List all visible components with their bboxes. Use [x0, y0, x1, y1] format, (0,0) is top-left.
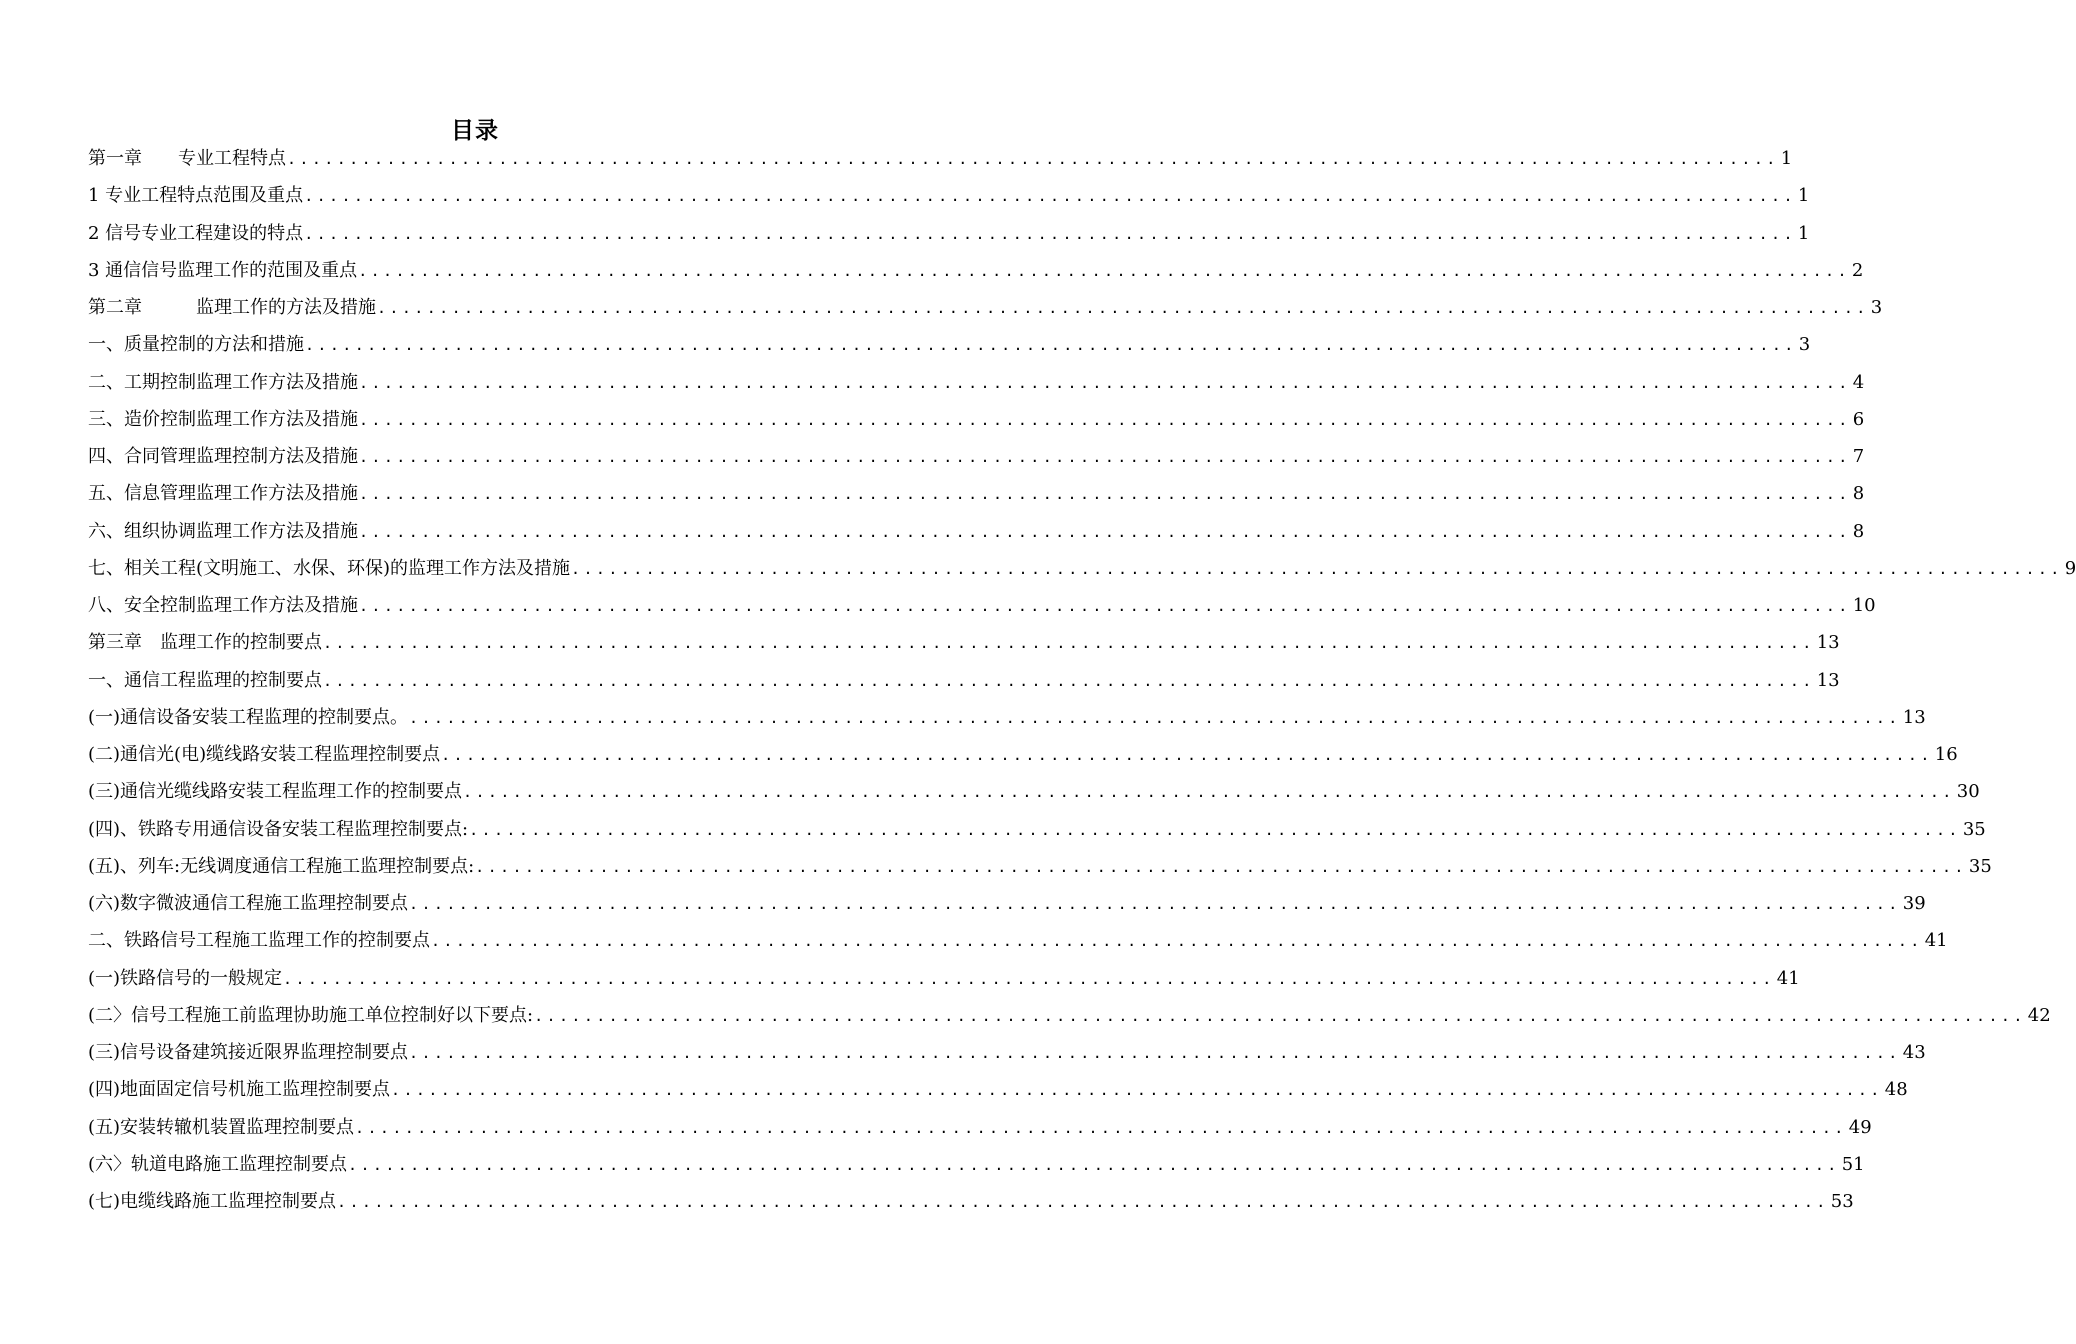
toc-dot-leader: ........................................................................................................................ — [358, 261, 1850, 280]
toc-entry-label: 二、铁路信号工程施工监理工作的控制要点 — [88, 930, 430, 952]
toc-entry[interactable] — [88, 513, 1865, 550]
toc-entry-label: 1 专业工程特点范围及重点 — [88, 185, 304, 207]
toc-dot-leader: ........................................................................................................................ — [304, 224, 1796, 243]
toc-entry-label: 第二章 监理工作的方法及措施 — [88, 297, 376, 318]
toc-entry-label: 八、安全控制监理工作方法及措施 — [88, 595, 358, 616]
toc-entry-page-number: 1 — [1780, 148, 1793, 169]
toc-dot-leader: ........................................................................................................................ — [355, 1118, 1847, 1137]
toc-entry-label: 第一章 专业工程特点 — [88, 148, 286, 169]
toc-entry-label: 一、通信工程监理的控制要点 — [88, 669, 322, 691]
toc-entry[interactable] — [88, 662, 1840, 699]
toc-dot-leader: ........................................................................................................................ — [463, 783, 1955, 802]
toc-entry[interactable] — [88, 811, 1986, 848]
toc-entry-page-number: 30 — [1956, 781, 1980, 803]
toc-dot-leader: ........................................................................................................................ — [409, 708, 1901, 727]
toc-entry[interactable] — [88, 401, 1865, 438]
toc-entry-page-number: 2 — [1851, 259, 1864, 281]
toc-dot-leader: ........................................................................................................................ — [391, 1081, 1883, 1100]
toc-entry[interactable] — [88, 1109, 1872, 1146]
toc-entry-page-number: 1 — [1797, 185, 1810, 207]
toc-entry-page-number: 8 — [1852, 520, 1865, 542]
toc-entry-page-number: 4 — [1852, 371, 1865, 393]
toc-entry-label: 3 通信信号监理工作的范围及重点 — [88, 259, 358, 281]
toc-entry-label: 2 信号专业工程建设的特点 — [88, 222, 304, 244]
toc-entry-page-number: 53 — [1830, 1191, 1854, 1212]
toc-dot-leader: ........................................................................................................................ — [305, 336, 1797, 355]
toc-dot-leader: ........................................................................................................................ — [409, 895, 1901, 913]
toc-entry[interactable] — [88, 140, 1793, 177]
toc-entry-page-number: 16 — [1934, 744, 1958, 765]
toc-entry-label: (四)地面固定信号机施工监理控制要点 — [88, 1079, 391, 1101]
toc-entry[interactable] — [88, 438, 1865, 475]
toc-entry-page-number: 41 — [1924, 930, 1948, 952]
toc-entry-page-number: 9 — [2064, 557, 2076, 579]
toc-entry-label: (六〉轨道电路施工监理控制要点 — [88, 1153, 348, 1175]
toc-entry-label: (七)电缆线路施工监理控制要点 — [88, 1191, 337, 1212]
toc-entry-label: 第三章 监理工作的控制要点 — [88, 632, 322, 654]
toc-entry-label: (五)、列车:无线调度通信工程施工监理控制要点: — [88, 855, 475, 877]
toc-entry-page-number: 6 — [1852, 408, 1865, 430]
toc-entry-label: (三)信号设备建筑接近限界监理控制要点 — [88, 1042, 409, 1063]
toc-entry-label: 一、质量控制的方法和措施 — [88, 334, 304, 356]
toc-entry-label: (一)通信设备安装工程监理的控制要点。 — [88, 706, 409, 728]
toc-entry[interactable] — [88, 773, 1980, 810]
toc-dot-leader: ........................................................................................................................ — [323, 671, 1815, 690]
toc-dot-leader: ........................................................................................................................ — [431, 932, 1923, 951]
toc-dot-leader: ........................................................................................................................ — [283, 969, 1775, 988]
toc-dot-leader: ........................................................................................................................ — [337, 1193, 1829, 1211]
toc-dot-leader: ........................................................................................................................ — [359, 485, 1851, 504]
toc-entry-page-number: 3 — [1870, 297, 1883, 318]
toc-entry-label: (六)数字微波通信工程施工监理控制要点 — [88, 893, 409, 914]
toc-entry[interactable] — [88, 215, 1810, 252]
toc-entry-page-number: 10 — [1852, 595, 1876, 616]
toc-entry-page-number: 49 — [1848, 1116, 1872, 1138]
toc-entry-label: (二)通信光(电)缆线路安装工程监理控制要点 — [88, 744, 441, 765]
toc-dot-leader: ........................................................................................................................ — [534, 1006, 2026, 1025]
toc-entry-label: 四、合同管理监理控制方法及措施 — [88, 446, 358, 467]
toc-entry[interactable] — [88, 848, 1992, 885]
toc-entry-label: 六、组织协调监理工作方法及措施 — [88, 520, 358, 542]
toc-entry[interactable] — [88, 624, 1840, 661]
toc-dot-leader: ........................................................................................................................ — [359, 448, 1851, 466]
toc-dot-leader: ........................................................................................................................ — [287, 150, 1779, 168]
toc-entry-label: (四)、铁路专用通信设备安装工程监理控制要点: — [88, 818, 469, 840]
toc-entry-label: (二〉信号工程施工前监理协助施工单位控制好以下要点: — [88, 1004, 534, 1026]
toc-entry-page-number: 3 — [1798, 334, 1811, 356]
toc-entry[interactable] — [88, 1183, 1854, 1220]
toc-entry[interactable] — [88, 475, 1865, 512]
toc-entry-page-number: 43 — [1902, 1042, 1926, 1063]
toc-entry[interactable] — [88, 364, 1865, 401]
toc-entry[interactable] — [88, 1034, 1926, 1071]
toc-entry[interactable] — [88, 922, 1948, 959]
toc-entry[interactable] — [88, 997, 2051, 1034]
toc-entry[interactable] — [88, 289, 1883, 326]
toc-entry[interactable] — [88, 699, 1926, 736]
toc-entry[interactable] — [88, 736, 1958, 773]
toc-dot-leader: ........................................................................................................................ — [441, 746, 1933, 764]
toc-dot-leader: ........................................................................................................................ — [323, 634, 1815, 653]
toc-entry[interactable] — [88, 326, 1811, 363]
toc-entry[interactable] — [88, 1146, 1865, 1183]
toc-entry-page-number: 51 — [1841, 1153, 1865, 1175]
toc-dot-leader: ........................................................................................................................ — [304, 187, 1796, 206]
toc-entry[interactable] — [88, 550, 2076, 587]
toc-entry-label: 五、信息管理监理工作方法及措施 — [88, 483, 358, 505]
toc-entry-page-number: 13 — [1902, 706, 1926, 728]
page-title: 目录 — [451, 118, 499, 144]
table-of-contents — [88, 140, 2076, 1220]
toc-dot-leader: ........................................................................................................................ — [469, 820, 1961, 839]
toc-dot-leader: ........................................................................................................................ — [409, 1044, 1901, 1062]
toc-entry-page-number: 13 — [1816, 632, 1840, 654]
toc-dot-leader: ........................................................................................................................ — [359, 522, 1851, 541]
toc-entry-page-number: 8 — [1852, 483, 1865, 505]
toc-entry-page-number: 42 — [2027, 1004, 2051, 1026]
toc-dot-leader: ........................................................................................................................ — [475, 857, 1967, 876]
toc-entry-page-number: 1 — [1797, 222, 1810, 244]
toc-dot-leader: ........................................................................................................................ — [359, 373, 1851, 392]
toc-entry[interactable] — [88, 885, 1926, 922]
toc-dot-leader: ........................................................................................................................ — [571, 559, 2063, 578]
toc-dot-leader: ........................................................................................................................ — [359, 410, 1851, 429]
toc-entry[interactable] — [88, 1071, 1908, 1108]
toc-entry-page-number: 35 — [1962, 818, 1986, 840]
toc-entry-label: 七、相关工程(文明施工、水保、环保)的监理工作方法及措施 — [88, 557, 571, 579]
toc-entry[interactable] — [88, 252, 1864, 289]
toc-entry-label: 三、造价控制监理工作方法及措施 — [88, 408, 358, 430]
toc-dot-leader: ........................................................................................................................ — [359, 597, 1851, 615]
toc-dot-leader: ........................................................................................................................ — [348, 1155, 1840, 1174]
toc-entry[interactable] — [88, 177, 1810, 214]
toc-entry-page-number: 39 — [1902, 893, 1926, 914]
toc-entry-page-number: 13 — [1816, 669, 1840, 691]
toc-entry-label: (一)铁路信号的一般规定 — [88, 967, 283, 989]
toc-dot-leader: ........................................................................................................................ — [377, 299, 1869, 317]
toc-entry-label: (五)安装转辙机装置监理控制要点 — [88, 1116, 355, 1138]
toc-entry-page-number: 41 — [1776, 967, 1800, 989]
toc-entry[interactable] — [88, 960, 1800, 997]
toc-entry-label: 二、工期控制监理工作方法及措施 — [88, 371, 358, 393]
toc-entry-page-number: 7 — [1852, 446, 1865, 467]
toc-entry[interactable] — [88, 587, 1876, 624]
toc-entry-page-number: 48 — [1884, 1079, 1908, 1101]
toc-entry-label: (三)通信光缆线路安装工程监理工作的控制要点 — [88, 781, 463, 803]
toc-entry-page-number: 35 — [1968, 855, 1992, 877]
